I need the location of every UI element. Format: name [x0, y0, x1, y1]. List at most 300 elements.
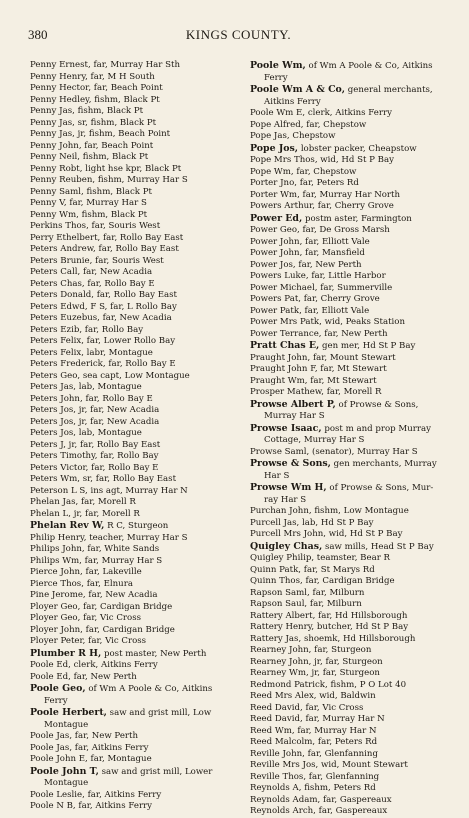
entry-name: Power Ed, — [250, 212, 303, 224]
directory-entry — [30, 60, 235, 72]
entry-details: far, Murray Har Sth — [93, 60, 181, 70]
entry-details: far, Rollo Bay East — [95, 474, 177, 484]
entry-details: far, Elliott Vale — [304, 305, 370, 316]
entry-name: Perry Ethelbert, — [30, 232, 101, 243]
entry-name: Peters Jos, jr, — [30, 416, 88, 427]
entry-name: Poole Herbert, — [30, 707, 107, 718]
directory-entry — [30, 313, 235, 325]
directory-entry — [250, 167, 455, 179]
entry-name: Rapson Saul, — [250, 599, 308, 609]
entry-name: Peters Geo, — [30, 370, 81, 381]
entry-details: far, Peters Rd — [317, 737, 378, 747]
entry-name: Poole Jas, — [30, 742, 73, 753]
directory-entry — [250, 482, 455, 506]
entry-name: Peters Jas, — [30, 382, 76, 392]
entry-details: far, De Gross Marsh — [302, 225, 390, 235]
entry-details: lab, Montague — [78, 428, 142, 438]
entry-name: Purcell Jas, — [250, 517, 300, 528]
entry-details: far, Murray Har N — [305, 714, 385, 724]
directory-entry — [30, 95, 235, 107]
entry-details: far, Little Harbor — [311, 271, 386, 281]
entry-details: far, Chepstow — [306, 119, 367, 130]
directory-entry — [30, 509, 235, 521]
entry-name: Praught John F, — [250, 364, 318, 374]
entry-details: far, Elnura — [86, 578, 133, 589]
entry-details: far, Aitkins Ferry — [87, 789, 162, 800]
directory-entry — [30, 336, 235, 348]
entry-details: of Prowse & Sons, Mur- — [329, 483, 434, 493]
directory-entry — [250, 131, 455, 143]
entry-details: of Wm A Poole & Co, Aitkins — [88, 684, 213, 694]
directory-entry — [30, 683, 235, 707]
directory-entry — [30, 175, 235, 187]
entry-details: far, M H South — [90, 71, 155, 82]
directory-entry — [30, 371, 235, 383]
directory-entry — [30, 766, 235, 790]
directory-entry — [30, 556, 235, 568]
entry-name: Poole Wm, — [250, 60, 306, 71]
directory-entry — [250, 155, 455, 167]
entry-details: far, New Perth — [324, 328, 388, 339]
entry-name: Pierce Thos, — [30, 578, 84, 589]
entry-continuation: Ferry — [264, 72, 288, 83]
entry-name: Pine Jerome, — [30, 590, 86, 600]
entry-name: Phelan L, jr, — [30, 508, 83, 519]
directory-entry — [250, 760, 455, 772]
entry-details: far, Lower Rollo Bay — [86, 336, 176, 346]
entry-details: far, Cherry Grove — [317, 201, 394, 211]
entry-name: Praught Wm, — [250, 375, 308, 386]
entry-name: Penny John, — [30, 140, 82, 151]
directory-entry — [250, 376, 455, 388]
entry-details: wid, Peaks Station — [324, 317, 405, 327]
directory-entry — [250, 271, 455, 283]
page-number: 380 — [28, 27, 48, 42]
directory-entry — [30, 106, 235, 118]
entry-name: Power Geo, — [250, 225, 300, 235]
entry-details: far, Rollo Bay E — [108, 359, 176, 369]
entry-name: Pope Wm, — [250, 166, 294, 177]
directory-entry — [30, 72, 235, 84]
entry-details: saw and grist mill, Low — [109, 708, 212, 718]
entry-name: Reynolds Arch, — [250, 806, 316, 816]
entry-name: Powers Pat, — [250, 294, 302, 304]
entry-details: R C, Sturgeon — [107, 521, 169, 531]
entry-name: Ployer Peter, — [30, 636, 86, 646]
entry-details: fishm, Murray Har S — [97, 175, 188, 185]
entry-name: Penny Saml, — [30, 186, 84, 197]
entry-name: Poole Wm E, — [250, 108, 306, 118]
directory-entry — [30, 210, 235, 222]
directory-entry — [250, 541, 455, 554]
entry-details: far, Mansfield — [305, 248, 365, 258]
entry-name: Reed Mrs Alex, — [250, 691, 317, 701]
entry-details: far, Beach Point — [93, 83, 163, 93]
entry-name: Ployer Geo, — [30, 613, 81, 623]
directory-entry — [30, 348, 235, 360]
entry-name: Poole John T, — [30, 765, 99, 777]
entry-name: Phelan Rev W, — [30, 520, 105, 531]
directory-entry — [250, 529, 455, 541]
entry-name: Peters Frederick, — [30, 359, 106, 369]
entry-name: Poole Wm A & Co, — [250, 84, 346, 95]
entry-details: wid, Mount Stewart — [321, 760, 408, 770]
entry-name: Power Patk, — [250, 305, 302, 316]
entry-name: Peters Jos, — [30, 428, 77, 438]
entry-details: far, Morell R — [85, 508, 140, 519]
entry-details: far, Vic Cross — [83, 613, 142, 623]
entry-name: Quigley Philip, — [250, 553, 315, 563]
entry-name: Penny Neil, — [30, 152, 80, 162]
entry-details: far, Milburn — [312, 587, 365, 598]
directory-entry — [30, 152, 235, 164]
entry-details: fishm, Black Pt — [94, 94, 160, 105]
entry-name: Poole Geo, — [30, 683, 86, 694]
entry-details: far, Sturgeon — [325, 656, 383, 667]
entry-details: light hse kpr, Black Pt — [85, 163, 182, 174]
directory-entry — [30, 731, 235, 743]
entry-name: Power Michael, — [250, 282, 318, 293]
entry-name: Powers Luke, — [250, 271, 309, 281]
directory-entry — [30, 198, 235, 210]
entry-details: fishm, Black Pt — [82, 152, 149, 162]
directory-entry — [30, 290, 235, 302]
entry-details: far, Montague — [90, 754, 152, 764]
directory-entry — [30, 233, 235, 245]
directory-entry — [30, 428, 235, 440]
entry-details: far, Rollo Bay East — [103, 232, 184, 243]
entry-name: Peters Brunie, — [30, 255, 93, 266]
entry-name: Prowse Isaac, — [250, 422, 322, 434]
entry-name: Penny Ernest, — [30, 60, 91, 70]
entry-details: far, Cherry Grove — [303, 294, 380, 304]
entry-details: far, Gaspereaux — [322, 794, 392, 805]
entry-continuation: Murray Har S — [264, 411, 325, 421]
entry-name: Quinn Patk, — [250, 564, 302, 575]
directory-entry — [250, 622, 455, 634]
entry-details: clerk, Aitkins Ferry — [307, 108, 392, 118]
entry-name: Pierce John, — [30, 567, 83, 577]
directory-entry — [30, 221, 235, 233]
directory-entry — [30, 801, 235, 813]
directory-entry — [30, 417, 235, 429]
directory-entry — [250, 518, 455, 530]
entry-name: Reynolds Adam, — [250, 794, 321, 805]
entry-name: Reed David, — [250, 702, 303, 713]
entry-name: Quigley Chas, — [250, 540, 323, 552]
entry-details: post master, New Perth — [103, 648, 207, 659]
directory-entry — [30, 440, 235, 452]
directory-entry — [250, 225, 455, 237]
directory-entry — [250, 576, 455, 588]
entry-details: far, Rollo Bay — [84, 324, 144, 335]
entry-details: fishm, P O Lot 40 — [330, 679, 407, 690]
entry-name: Peters Donald, — [30, 290, 94, 300]
directory-entry — [250, 634, 455, 646]
directory-entry — [30, 544, 235, 556]
entry-details: far, White Sands — [87, 544, 160, 554]
directory-entry — [250, 772, 455, 784]
entry-details: fishm, Black Pt — [90, 117, 157, 128]
entry-name: Peters Jos, jr, — [30, 405, 88, 415]
entry-details: teamster, Bear R — [316, 553, 391, 563]
directory-entry — [250, 364, 455, 376]
entry-name: Penny Jas, jr, — [30, 129, 87, 139]
entry-details: far, Rollo Bay E — [87, 278, 155, 289]
directory-entry — [30, 660, 235, 672]
entry-details: far, Mount Stewart — [312, 352, 396, 363]
directory-entry — [30, 648, 235, 661]
entry-details: fishm, Black Pt — [81, 209, 148, 220]
entry-name: Power John, — [250, 248, 303, 258]
entry-name: Phelan Jas, — [30, 497, 79, 507]
directory-entry — [30, 302, 235, 314]
entry-name: Penny Wm, — [30, 209, 79, 220]
entry-name: Peters Felix, — [30, 336, 84, 346]
entry-name: Porter Jno, — [250, 178, 297, 188]
directory-entry — [250, 108, 455, 120]
entry-details: far, Souris West — [95, 255, 164, 266]
entry-details: far, Gaspereaux — [318, 806, 388, 816]
entry-details: far, Glenfanning — [307, 748, 378, 759]
directory-entry — [250, 645, 455, 657]
entry-name: Redmond Patrick, — [250, 679, 328, 690]
directory-entry — [250, 84, 455, 108]
entry-name: Praught John, — [250, 352, 311, 363]
entry-name: Peters Wm, sr, — [30, 474, 94, 484]
entry-continuation: ray Har S — [264, 494, 307, 505]
entry-name: Penny Hector, — [30, 83, 92, 93]
entry-name: Peters Chas, — [30, 278, 85, 289]
directory-entry — [250, 353, 455, 365]
entry-name: Penny V, — [30, 198, 67, 208]
entry-name: Reed Wm, — [250, 725, 295, 736]
directory-entry — [30, 83, 235, 95]
directory-entry — [30, 520, 235, 533]
entry-name: Pope Jos, — [250, 142, 299, 154]
directory-entry — [250, 306, 455, 318]
entry-name: Quinn Thos, — [250, 576, 303, 586]
entry-name: Poole Leslie, — [30, 789, 85, 800]
entry-details: far, Murray Har S — [69, 198, 147, 208]
entry-details: far, Vic Cross — [305, 702, 364, 713]
entry-details: far, Rollo Bay East — [98, 244, 179, 254]
directory-entry — [30, 279, 235, 291]
entry-name: Peters Felix, — [30, 347, 84, 358]
directory-entry — [250, 260, 455, 272]
entry-details: butcher, Hd St P Bay — [316, 622, 409, 632]
directory-entry — [250, 795, 455, 807]
directory-entry — [30, 707, 235, 731]
entry-name: Penny Henry, — [30, 71, 88, 82]
directory-entry — [30, 672, 235, 684]
entry-details: far, Souris West — [91, 221, 161, 231]
directory-entry — [250, 213, 455, 226]
directory-entry — [250, 680, 455, 692]
directory-entry — [30, 579, 235, 591]
entry-name: Purcell Mrs John, — [250, 529, 327, 539]
directory-entry — [30, 187, 235, 199]
entry-continuation: Montague — [44, 778, 89, 788]
entry-details: far, Cardigan Bridge — [83, 601, 173, 612]
entry-name: Peters Euzebus, — [30, 313, 100, 323]
directory-entry — [30, 743, 235, 755]
directory-entry — [250, 737, 455, 749]
entry-details: far, Chepstow — [296, 166, 357, 177]
entry-name: Purchan John, — [250, 506, 312, 516]
entry-name: Rattery Henry, — [250, 622, 315, 632]
entry-name: Penny Jas, — [30, 106, 75, 116]
entry-continuation: Cottage, Murray Har S — [264, 435, 365, 445]
directory-entry — [30, 244, 235, 256]
entry-name: Ployer John, — [30, 624, 83, 635]
entry-name: Reville Mrs Jos, — [250, 760, 319, 770]
directory-entry — [250, 399, 455, 423]
entry-details: far, Summerville — [320, 282, 393, 293]
entry-details: ins agt, Murray Har N — [90, 485, 188, 496]
entry-details: far, Murray Har N — [297, 725, 377, 736]
directory-entry — [250, 668, 455, 680]
directory-entry — [250, 423, 455, 447]
entry-name: Perkins Thos, — [30, 221, 89, 231]
directory-entry — [30, 118, 235, 130]
page-header — [28, 27, 449, 41]
entry-details: far, Milburn — [309, 599, 362, 609]
entry-name: Philips John, — [30, 544, 85, 554]
entry-name: Power Mrs Patk, — [250, 317, 322, 327]
entry-name: Prowse Albert P, — [250, 398, 336, 410]
directory-entry — [30, 325, 235, 337]
directory-entry — [250, 447, 455, 459]
entry-name: Powers Arthur, — [250, 201, 316, 211]
directory-entry — [250, 506, 455, 518]
entry-details: Chepstow — [292, 131, 336, 141]
entry-details: far, St Marys Rd — [303, 564, 375, 575]
entry-details: far, Beach Point — [84, 140, 154, 151]
entry-details: lab, Hd St P Bay — [302, 517, 374, 528]
directory-entry — [30, 405, 235, 417]
directory-entry — [250, 294, 455, 306]
entry-name: Reed Malcolm, — [250, 737, 316, 747]
entry-name: Poole John E, — [30, 754, 88, 764]
entry-details: far, Hd Hillsborough — [318, 610, 408, 621]
entry-details: wid, Hd St P Bay — [320, 155, 394, 165]
entry-details: far, New Perth — [73, 671, 137, 682]
directory-entry — [30, 486, 235, 498]
entry-name: Penny Jas, sr, — [30, 117, 88, 128]
entry-name: Rattery Albert, — [250, 610, 316, 621]
directory-entry — [250, 458, 455, 482]
entry-name: Peters Call, — [30, 267, 81, 277]
entry-details: far, Murray Har S — [84, 555, 163, 566]
entry-name: Pope Mrs Thos, — [250, 155, 318, 165]
directory-entry — [250, 691, 455, 703]
entry-details: teacher, Murray Har S — [89, 532, 188, 543]
entry-name: Peters Ezib, — [30, 324, 83, 335]
entry-details: far, New Perth — [74, 731, 138, 741]
directory-entry — [30, 754, 235, 766]
entry-name: Reynolds A, — [250, 783, 302, 793]
entry-details: general merchants, — [347, 85, 433, 95]
entry-name: Poole Jas, — [30, 731, 73, 741]
entry-name: Peters Andrew, — [30, 244, 96, 254]
entry-details: fishm, Low Montague — [314, 506, 409, 516]
entry-details: saw and grist mill, Lower — [101, 766, 213, 777]
entry-details: far, New Acadia — [82, 267, 153, 277]
directory-entry — [250, 248, 455, 260]
directory-entry — [250, 714, 455, 726]
entry-details: far, New Acadia — [88, 590, 158, 600]
directory-entry — [30, 590, 235, 602]
entry-details: far, Sturgeon — [314, 645, 372, 655]
directory-entry — [250, 201, 455, 213]
directory-entry — [250, 553, 455, 565]
directory-entry — [30, 636, 235, 648]
directory-entry — [250, 317, 455, 329]
entry-details: sea capt, Low Montague — [82, 370, 190, 381]
entry-name: Pope Alfred, — [250, 119, 304, 130]
directory-entry — [30, 497, 235, 509]
entry-details: lab, Montague — [78, 382, 142, 392]
entry-details: far, New Acadia — [90, 405, 160, 415]
directory-entry — [30, 625, 235, 637]
directory-entry — [250, 283, 455, 295]
entry-name: Plumber R H, — [30, 647, 102, 659]
entry-details: far, Morell R — [81, 497, 136, 507]
entry-details: gen mer, Hd St P Bay — [322, 341, 416, 351]
entry-details: fishm, Beach Point — [88, 129, 171, 139]
entry-details: far, Rollo Bay — [100, 451, 159, 461]
directory-entry — [250, 143, 455, 156]
entry-details: fishm, Black Pt — [77, 106, 144, 116]
entry-details: far, Elliott Vale — [305, 236, 370, 247]
entry-details: far, Murray Har North — [302, 189, 400, 200]
entry-details: wid, Baldwin — [319, 691, 376, 701]
entry-details: far, New Perth — [298, 259, 362, 270]
entry-continuation: Ferry — [44, 695, 68, 706]
entry-details: far, Vic Cross — [88, 636, 147, 646]
directory-entry — [250, 703, 455, 715]
entry-name: Power John, — [250, 236, 303, 247]
entry-continuation: Har S — [264, 470, 290, 481]
entry-name: Rapson Saml, — [250, 587, 310, 598]
entry-continuation: Montague — [44, 719, 89, 730]
entry-details: (senator), Murray Har S — [312, 446, 418, 457]
entry-name: Pope Jas, — [250, 131, 290, 141]
directory-entry — [30, 256, 235, 268]
entry-name: Rearney John, jr, — [250, 656, 323, 667]
entry-name: Pratt Chas E, — [250, 340, 320, 351]
entry-name: Peters John, — [30, 393, 83, 404]
directory-entry — [250, 599, 455, 611]
directory-entry — [250, 60, 455, 84]
directory-entry — [30, 164, 235, 176]
entry-details: far, Glenfanning — [308, 771, 380, 782]
directory-entry — [30, 790, 235, 802]
entry-name: Prowse & Sons, — [250, 458, 331, 469]
entry-name: Poole Ed, — [30, 671, 71, 682]
entry-details: far, Aitkins Ferry — [74, 742, 149, 753]
entry-details: far, Rollo Bay E — [91, 462, 159, 473]
directory-entry — [30, 602, 235, 614]
entry-name: Penny Robt, — [30, 163, 83, 174]
directory-entry — [250, 806, 455, 818]
directory-entry — [30, 141, 235, 153]
entry-details: postm aster, Farmington — [305, 213, 412, 224]
entry-name: Reed David, — [250, 714, 303, 724]
entry-details: labr, Montague — [86, 347, 153, 358]
entry-name: Penny Reuben, — [30, 175, 96, 185]
